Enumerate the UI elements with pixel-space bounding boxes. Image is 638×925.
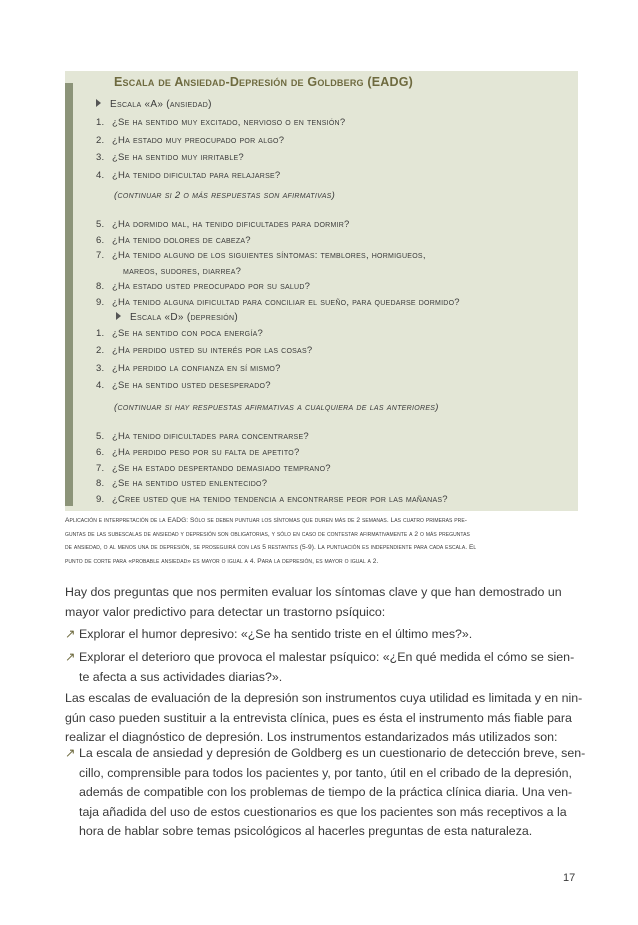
question-row (96, 447, 299, 458)
question-number: 3. (96, 152, 105, 163)
question-row (96, 135, 284, 146)
question-number: 1. (96, 328, 105, 339)
question-number: 4. (96, 379, 105, 391)
question-row (96, 431, 309, 442)
question-row (96, 478, 267, 489)
bullet-text: taja añadida del uso de estos cuestionarios es que los pacientes son más receptivos a la (79, 804, 567, 819)
question-text: ¿Ha perdido la confianza en sí mismo? (112, 362, 281, 374)
paragraph-1 (65, 583, 585, 622)
question-number: 6. (96, 234, 105, 246)
question-text: ¿Ha estado muy preocupado por algo? (112, 134, 285, 146)
question-text: ¿Ha tenido alguna dificultad para conciliar el sueño, para quedarse dormido? (112, 297, 460, 308)
bullet-text: cillo, comprensible para todos los pacientes y, por tanto, útil en el cribado de la depresión, (79, 765, 572, 780)
question-number: 1. (96, 117, 105, 128)
question-text: mareos, sudores, diarrea? (123, 265, 242, 277)
question-row (96, 328, 263, 339)
question-text: ¿Ha tenido dificultades para concentrarse? (112, 431, 309, 442)
question-text: ¿Se ha sentido con poca energía? (112, 328, 264, 339)
question-text: ¿Ha perdido peso por su falta de apetito? (112, 446, 300, 458)
question-text: ¿Se ha sentido muy excitado, nervioso o en tensión? (112, 117, 346, 128)
bullet-text: además de compatible con los problemas de tiempo de la práctica clínica diaria. Una ven- (79, 785, 573, 799)
paragraph-line: gún caso pueden sustituir a la entrevista clínica, pues es ésta el instrumento más fiable para (65, 710, 572, 725)
bullet-text: Explorar el humor depresivo: «¿Se ha sentido triste en el último mes?». (79, 627, 473, 641)
page-number: 17 (563, 872, 576, 884)
question-number: 5. (96, 431, 105, 442)
question-number: 2. (96, 134, 105, 146)
question-row (96, 463, 331, 474)
note-scale-d: (continuar si hay respuestas afirmativas a cualquiera de las anteriores) (114, 402, 439, 413)
question-row (96, 219, 350, 230)
arrow-icon: ↗ (65, 746, 76, 760)
question-number: 7. (96, 250, 105, 262)
question-text: ¿Se ha sentido usted desesperado? (112, 379, 271, 391)
question-number: 3. (96, 362, 105, 374)
bullet-text: Explorar el deterioro que provoca el malestar psíquico: «¿En qué medida el cómo se sien- (79, 650, 575, 664)
question-number: 9. (96, 494, 105, 506)
question-number: 8. (96, 281, 105, 293)
application-note (65, 514, 580, 568)
scale-d-title: Escala «D» (depresión) (130, 312, 239, 323)
note-scale-a: (continuar si 2 o más respuestas son afirmativas) (114, 190, 336, 201)
bullet-text: te afecta a sus actividades diarias?». (79, 669, 283, 684)
question-text: ¿Se ha estado despertando demasiado temprano? (112, 462, 331, 474)
question-row (96, 345, 312, 356)
question-text: ¿Cree usted que ha tenido tendencia a encontrarse peor por las mañanas? (112, 494, 448, 506)
question-number: 4. (96, 169, 105, 181)
question-text: ¿Se ha sentido usted enlentecido? (112, 478, 268, 490)
bullet-1 (65, 625, 585, 645)
question-row (96, 281, 310, 292)
paragraph-line: Hay dos preguntas que nos permiten evaluar los síntomas clave y que han demostrado un (65, 585, 562, 599)
question-row (123, 266, 241, 277)
paragraph-line: mayor valor predictivo para detectar un trastorno psíquico: (65, 604, 386, 619)
question-text: ¿Ha tenido dolores de cabeza? (112, 234, 251, 246)
question-number: 2. (96, 345, 105, 357)
question-text: ¿Ha tenido dificultad para relajarse? (112, 169, 281, 181)
application-line: guntas de las subescalas de ansiedad y depresión son obligatorias, y sólo en caso de contestar afirmativamente a 2 o más preguntas (65, 530, 470, 538)
question-row (96, 250, 426, 261)
question-text: ¿Ha dormido mal, ha tenido dificultades para dormir? (112, 219, 350, 230)
question-row (96, 363, 281, 374)
bullet-2 (65, 648, 585, 687)
question-text: ¿Ha estado usted preocupado por su salud? (112, 281, 311, 293)
arrow-icon: ↗ (65, 627, 76, 641)
paragraph-2 (65, 689, 585, 748)
bullet-text: La escala de ansiedad y depresión de Goldberg es un cuestionario de detección breve, sen- (79, 746, 586, 760)
question-number: 8. (96, 478, 105, 490)
paragraph-line: Las escalas de evaluación de la depresión son instrumentos cuya utilidad es limitada y en nin- (65, 691, 583, 705)
bullet-text: hora de hablar sobre temas psicológicos al hacerles preguntas de esta naturaleza. (79, 824, 533, 838)
question-row (96, 170, 280, 181)
scale-a-title: Escala «A» (ansiedad) (110, 99, 212, 110)
box-accent-bar (65, 83, 73, 506)
question-row (96, 235, 251, 246)
bullet-3 (65, 744, 585, 842)
application-line: punto de corte para «probable ansiedad» es mayor o igual a 4. Para la depresión, es mayor o igual a 2. (65, 557, 379, 565)
application-line: Aplicación e interpretación de la EADG: Sólo se deben puntuar los síntomas que duren más de 2 semanas. Las cuatro primeras pre- (65, 517, 467, 524)
question-number: 5. (96, 219, 105, 230)
question-number: 6. (96, 446, 105, 458)
question-number: 7. (96, 462, 105, 474)
question-row (96, 494, 448, 505)
paragraph-line: realizar el diagnóstico de depresión. Los instrumentos estandarizados más utilizados son: (65, 730, 558, 744)
question-row (96, 152, 244, 163)
question-row (96, 117, 345, 128)
scale-a-header (96, 99, 212, 110)
question-row (96, 297, 460, 308)
scale-title: Escala de Ansiedad-Depresión de Goldberg (EADG) (114, 75, 414, 89)
application-line: de ansiedad, o al menos una de depresión, se proseguirá con las 5 restantes (5-9). La puntuación es independiente para cada escala. El (65, 544, 477, 552)
triangle-bullet-icon (96, 99, 101, 107)
question-text: ¿Ha tenido alguno de los siguientes síntomas: temblores, hormigueos, (112, 250, 426, 262)
arrow-icon: ↗ (65, 650, 76, 664)
question-number: 9. (96, 297, 105, 308)
question-text: ¿Ha perdido usted su interés por las cosas? (112, 345, 313, 357)
question-row (96, 380, 271, 391)
scale-d-header (116, 312, 238, 323)
triangle-bullet-icon (116, 312, 121, 320)
question-text: ¿Se ha sentido muy irritable? (112, 152, 244, 163)
